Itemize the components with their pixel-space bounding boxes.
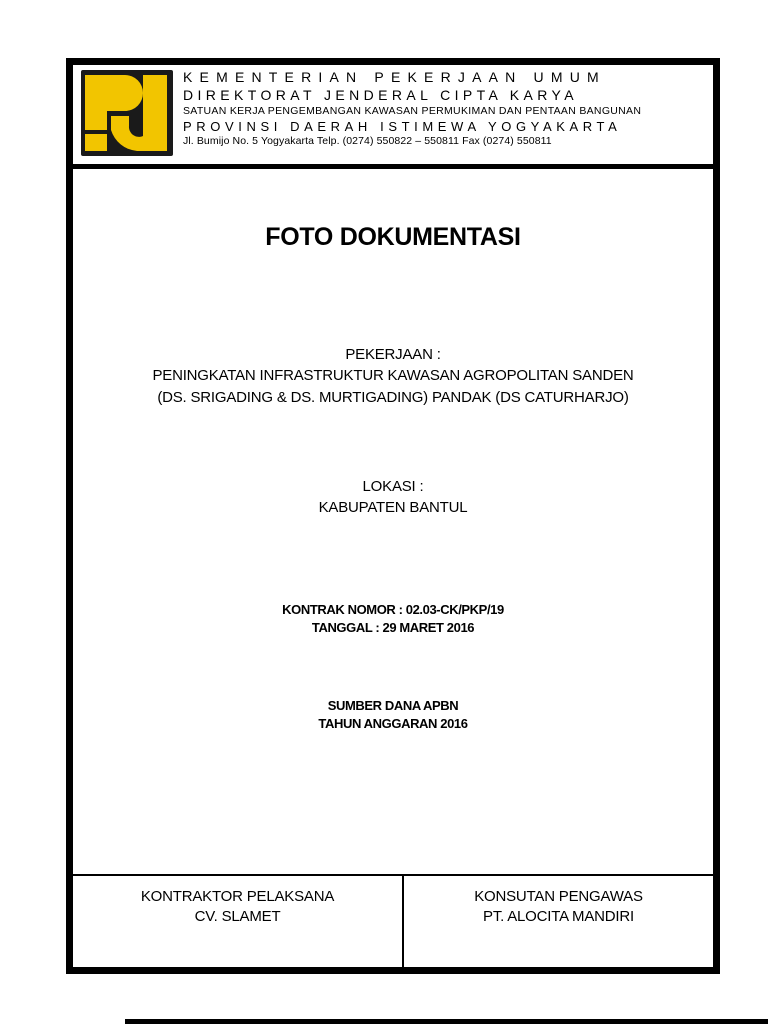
supervisor-cell — [404, 887, 713, 927]
page-title: FOTO DOKUMENTASI — [265, 223, 521, 251]
location-section — [73, 476, 713, 518]
work-section — [73, 344, 713, 409]
contract-section — [73, 601, 713, 637]
funding-source: SUMBER DANA APBN — [327, 698, 459, 713]
office-address: Jl. Bumijo No. 5 Yogyakarta Telp. (0274) 550822 – 550811 Fax (0274) 550811 — [183, 134, 552, 147]
supervisor-role: KONSUTAN PENGAWAS — [474, 888, 643, 905]
contractor-role: KONTRAKTOR PELAKSANA — [140, 888, 335, 905]
budget-year: TAHUN ANGGARAN 2016 — [318, 716, 468, 731]
contract-date: TANGGAL : 29 MARET 2016 — [311, 620, 475, 635]
letterhead-text — [183, 70, 708, 146]
location-value: KABUPATEN BANTUL — [318, 499, 468, 516]
work-name-line2: (DS. SRIGADING & DS. MURTIGADING) PANDAK (DS CATURHARJO) — [157, 389, 629, 406]
funding-section — [73, 697, 713, 733]
province-name: PROVINSI DAERAH ISTIMEWA YOGYAKARTA — [183, 118, 622, 134]
directorate-name: DIREKTORAT JENDERAL CIPTA KARYA — [183, 87, 578, 103]
letterhead — [73, 65, 713, 169]
work-unit-name: SATUAN KERJA PENGEMBANGAN KAWASAN PERMUKIMAN DAN PENTAAN BANGUNAN — [183, 105, 642, 117]
contractor-cell — [73, 887, 402, 927]
work-name-line1: PENINGKATAN INFRASTRUKTUR KAWASAN AGROPOLITAN SANDEN — [152, 367, 634, 384]
pu-logo-icon — [81, 70, 173, 156]
contractor-name: CV. SLAMET — [194, 908, 281, 925]
location-label: LOKASI : — [362, 478, 424, 495]
ministry-name: KEMENTERIAN PEKERJAAN UMUM — [183, 69, 606, 85]
cover-frame — [66, 58, 720, 974]
bottom-rule — [125, 1019, 768, 1024]
signature-footer — [73, 874, 713, 969]
supervisor-name: PT. ALOCITA MANDIRI — [483, 908, 634, 925]
work-label: PEKERJAAN : — [345, 346, 441, 363]
contract-number: KONTRAK NOMOR : 02.03-CK/PKP/19 — [282, 602, 504, 617]
